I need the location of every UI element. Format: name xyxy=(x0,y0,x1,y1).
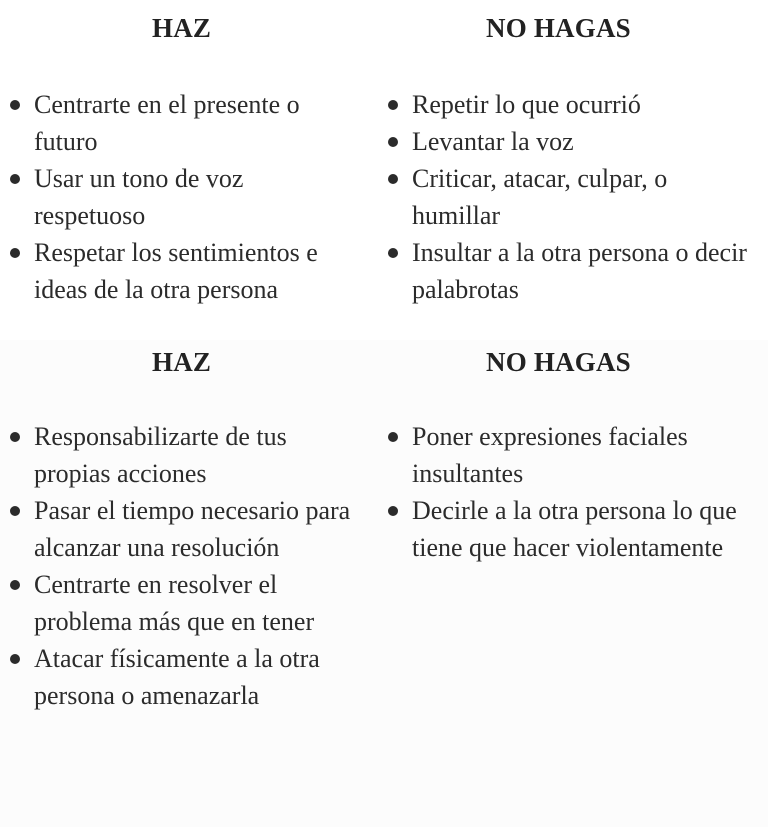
no-hagas-list xyxy=(384,86,754,308)
haz-list xyxy=(6,86,356,308)
list-item: Levantar la voz xyxy=(384,123,754,160)
list-item: Usar un tono de voz respetuoso xyxy=(6,160,356,234)
list-item: Centrarte en el presente o futuro xyxy=(6,86,356,160)
no-hagas-list xyxy=(384,418,754,566)
list-item: Criticar, atacar, culpar, o humillar xyxy=(384,160,754,234)
list-item: Poner expresiones faciales insultantes xyxy=(384,418,754,492)
section-1 xyxy=(0,0,768,340)
list-item: Responsabilizarte de tus propias acciones xyxy=(6,418,356,492)
haz-list xyxy=(6,418,356,714)
list-item: Atacar físicamente a la otra persona o amenazarla xyxy=(6,640,356,714)
no-hagas-heading: NO HAGAS xyxy=(486,13,631,43)
list-item: Centrarte en resolver el problema más que en tener xyxy=(6,566,356,640)
haz-heading: HAZ xyxy=(152,347,212,377)
list-item: Pasar el tiempo necesario para alcanzar una resolución xyxy=(6,492,356,566)
section-2 xyxy=(0,340,768,827)
list-item: Respetar los sentimientos e ideas de la otra persona xyxy=(6,234,356,308)
no-hagas-heading: NO HAGAS xyxy=(486,347,631,377)
list-item: Decirle a la otra persona lo que tiene que hacer violentamente xyxy=(384,492,754,566)
haz-heading: HAZ xyxy=(152,13,212,43)
list-item: Repetir lo que ocurrió xyxy=(384,86,754,123)
list-item: Insultar a la otra persona o decir palabrotas xyxy=(384,234,754,308)
